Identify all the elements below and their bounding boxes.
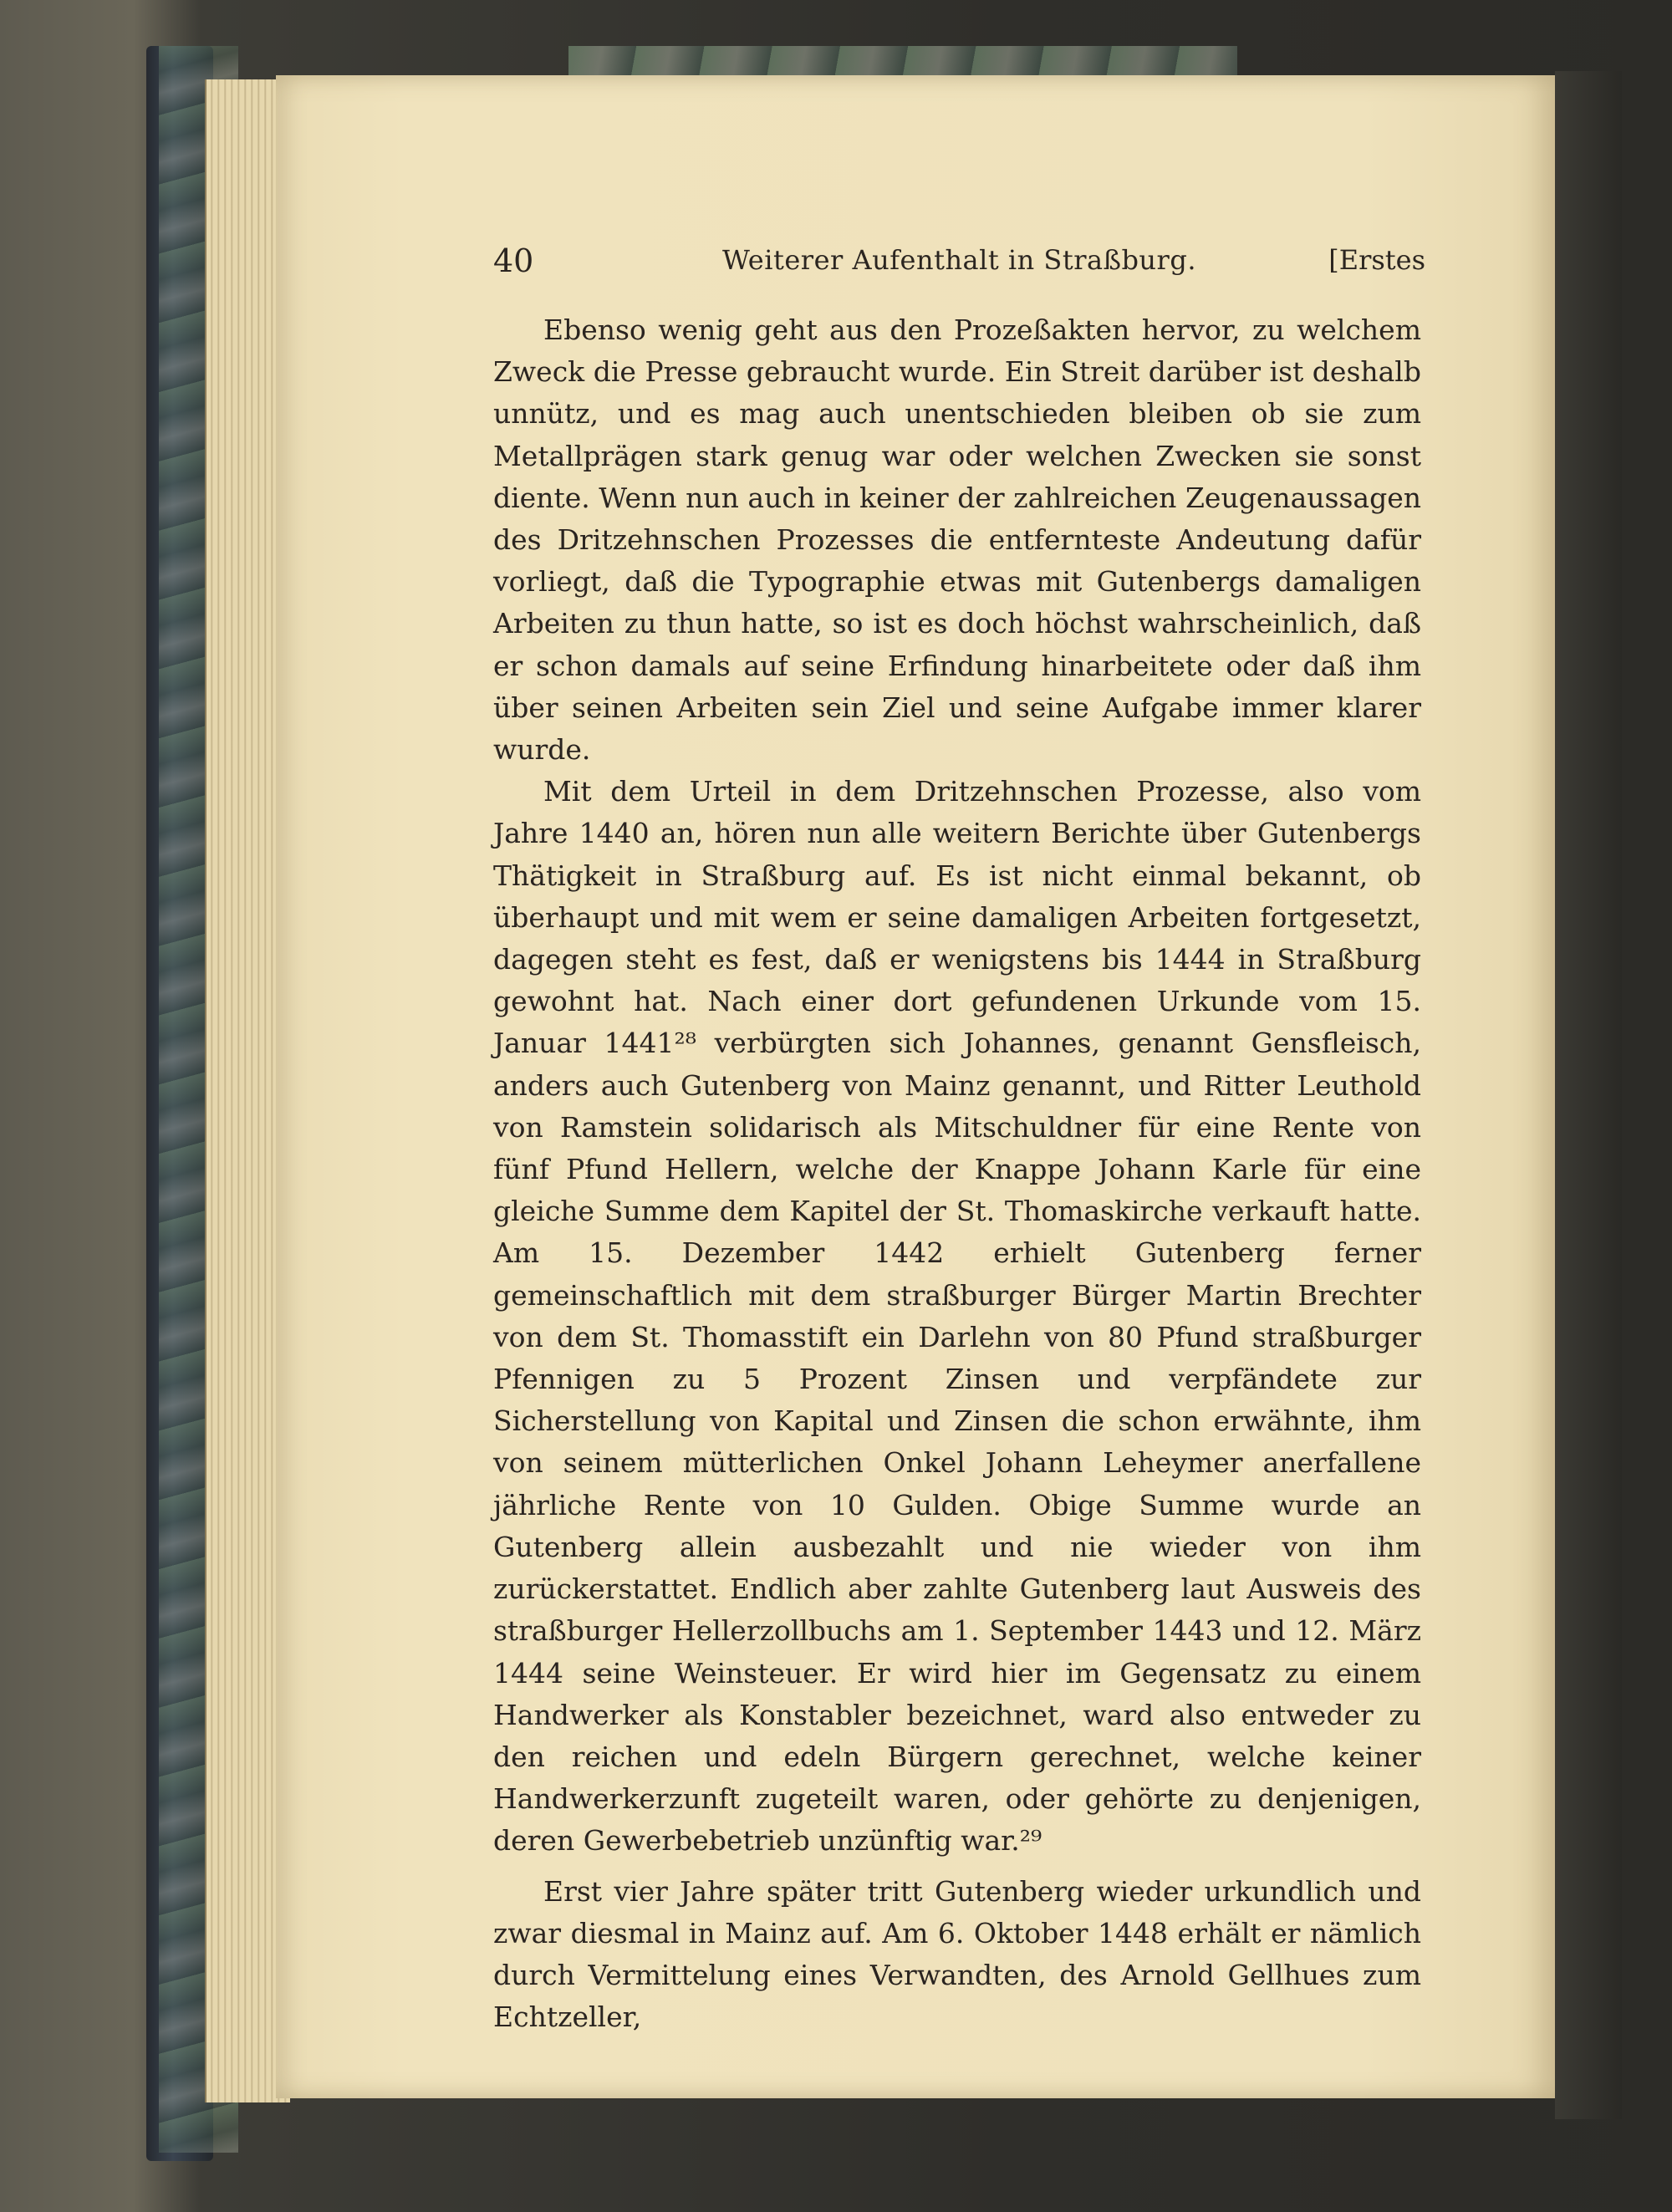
- page-number: 40: [493, 242, 534, 279]
- body-text: [493, 309, 1421, 2038]
- section-mark: [Erstes: [1328, 244, 1425, 276]
- marbled-endpaper-top: [568, 46, 1237, 79]
- paragraph: Erst vier Jahre später tritt Gutenberg wieder urkundlich und zwar diesmal in Mainz auf. Am 6. Oktober 1448 erhält er nämlich durch Vermittelung eines Verwandten, des Arnold Gellhues zum Echtzeller,: [493, 1874, 1421, 2034]
- page-header: [493, 242, 1425, 284]
- paragraph: Ebenso wenig geht aus den Prozeßakten hervor, zu welchem Zweck die Presse gebraucht wurde. Ein Streit darüber ist deshalb unnütz, und es mag auch unentschieden bleiben ob sie zum Metallprägen stark genug war oder welchen Zwecken sie sonst diente. Wenn nun auch in keiner der zahlreichen Zeugenaussagen des Dritzehnschen Prozesses die entfernteste Andeutung dafür vorliegt, daß die Typographie etwas mit Gutenbergs damaligen Arbeiten zu thun hatte, so ist es doch höchst wahrscheinlich, daß er schon damals auf seine Erfindung hinarbeitete oder daß ihm über seinen Arbeiten sein Ziel und seine Aufgabe immer klarer wurde.: [493, 313, 1421, 767]
- running-title: Weiterer Aufenthalt in Straßburg.: [722, 244, 1196, 276]
- paragraph: Mit dem Urteil in dem Dritzehnschen Prozesse, also vom Jahre 1440 an, hören nun alle weitern Berichte über Gutenbergs Thätigkeit in Straßburg auf. Es ist nicht einmal bekannt, ob überhaupt und mit wem er seine damaligen Arbeiten fortgesetzt, dagegen steht es fest, daß er wenigstens bis 1444 in Straßburg gewohnt hat. Nach einer dort gefundenen Urkunde vom 15. Januar 1441²⁸ verbürgten sich Johannes, genannt Gensfleisch, anders auch Gutenberg von Mainz genannt, und Ritter Leuthold von Ramstein solidarisch als Mitschuldner für eine Rente von fünf Pfund Hellern, welche der Knappe Johann Karle für eine gleiche Summe dem Kapitel der St. Thomaskirche verkauft hatte. Am 15. Dezember 1442 erhielt Gutenberg ferner gemeinschaftlich mit dem straßburger Bürger Martin Brechter von dem St. Thomasstift ein Darlehn von 80 Pfund straßburger Pfennigen zu 5 Prozent Zinsen und verpfändete zur Sicherstellung von Kapital und Zinsen die schon erwähnte, ihm von seinem mütterlichen Onkel Johann Leheymer anerfallene jährliche Rente von 10 Gulden. Obige Summe wurde an Gutenberg allein ausbezahlt und nie wieder von ihm zurückerstattet. Endlich aber zahlte Gutenberg laut Ausweis des straßburger Hellerzollbuchs am 1. September 1443 und 12. März 1444 seine Weinsteuer. Er wird hier im Gegensatz zu einem Handwerker als Konstabler bezeichnet, ward also entweder zu den reichen und edeln Bürgern gerechnet, welche keiner Handwerkerzunft zugeteilt waren, oder gehörte zu denjenigen, deren Gewerbebetrieb unzünftig war.²⁹: [493, 775, 1421, 1858]
- book-board-right: [1555, 71, 1622, 2119]
